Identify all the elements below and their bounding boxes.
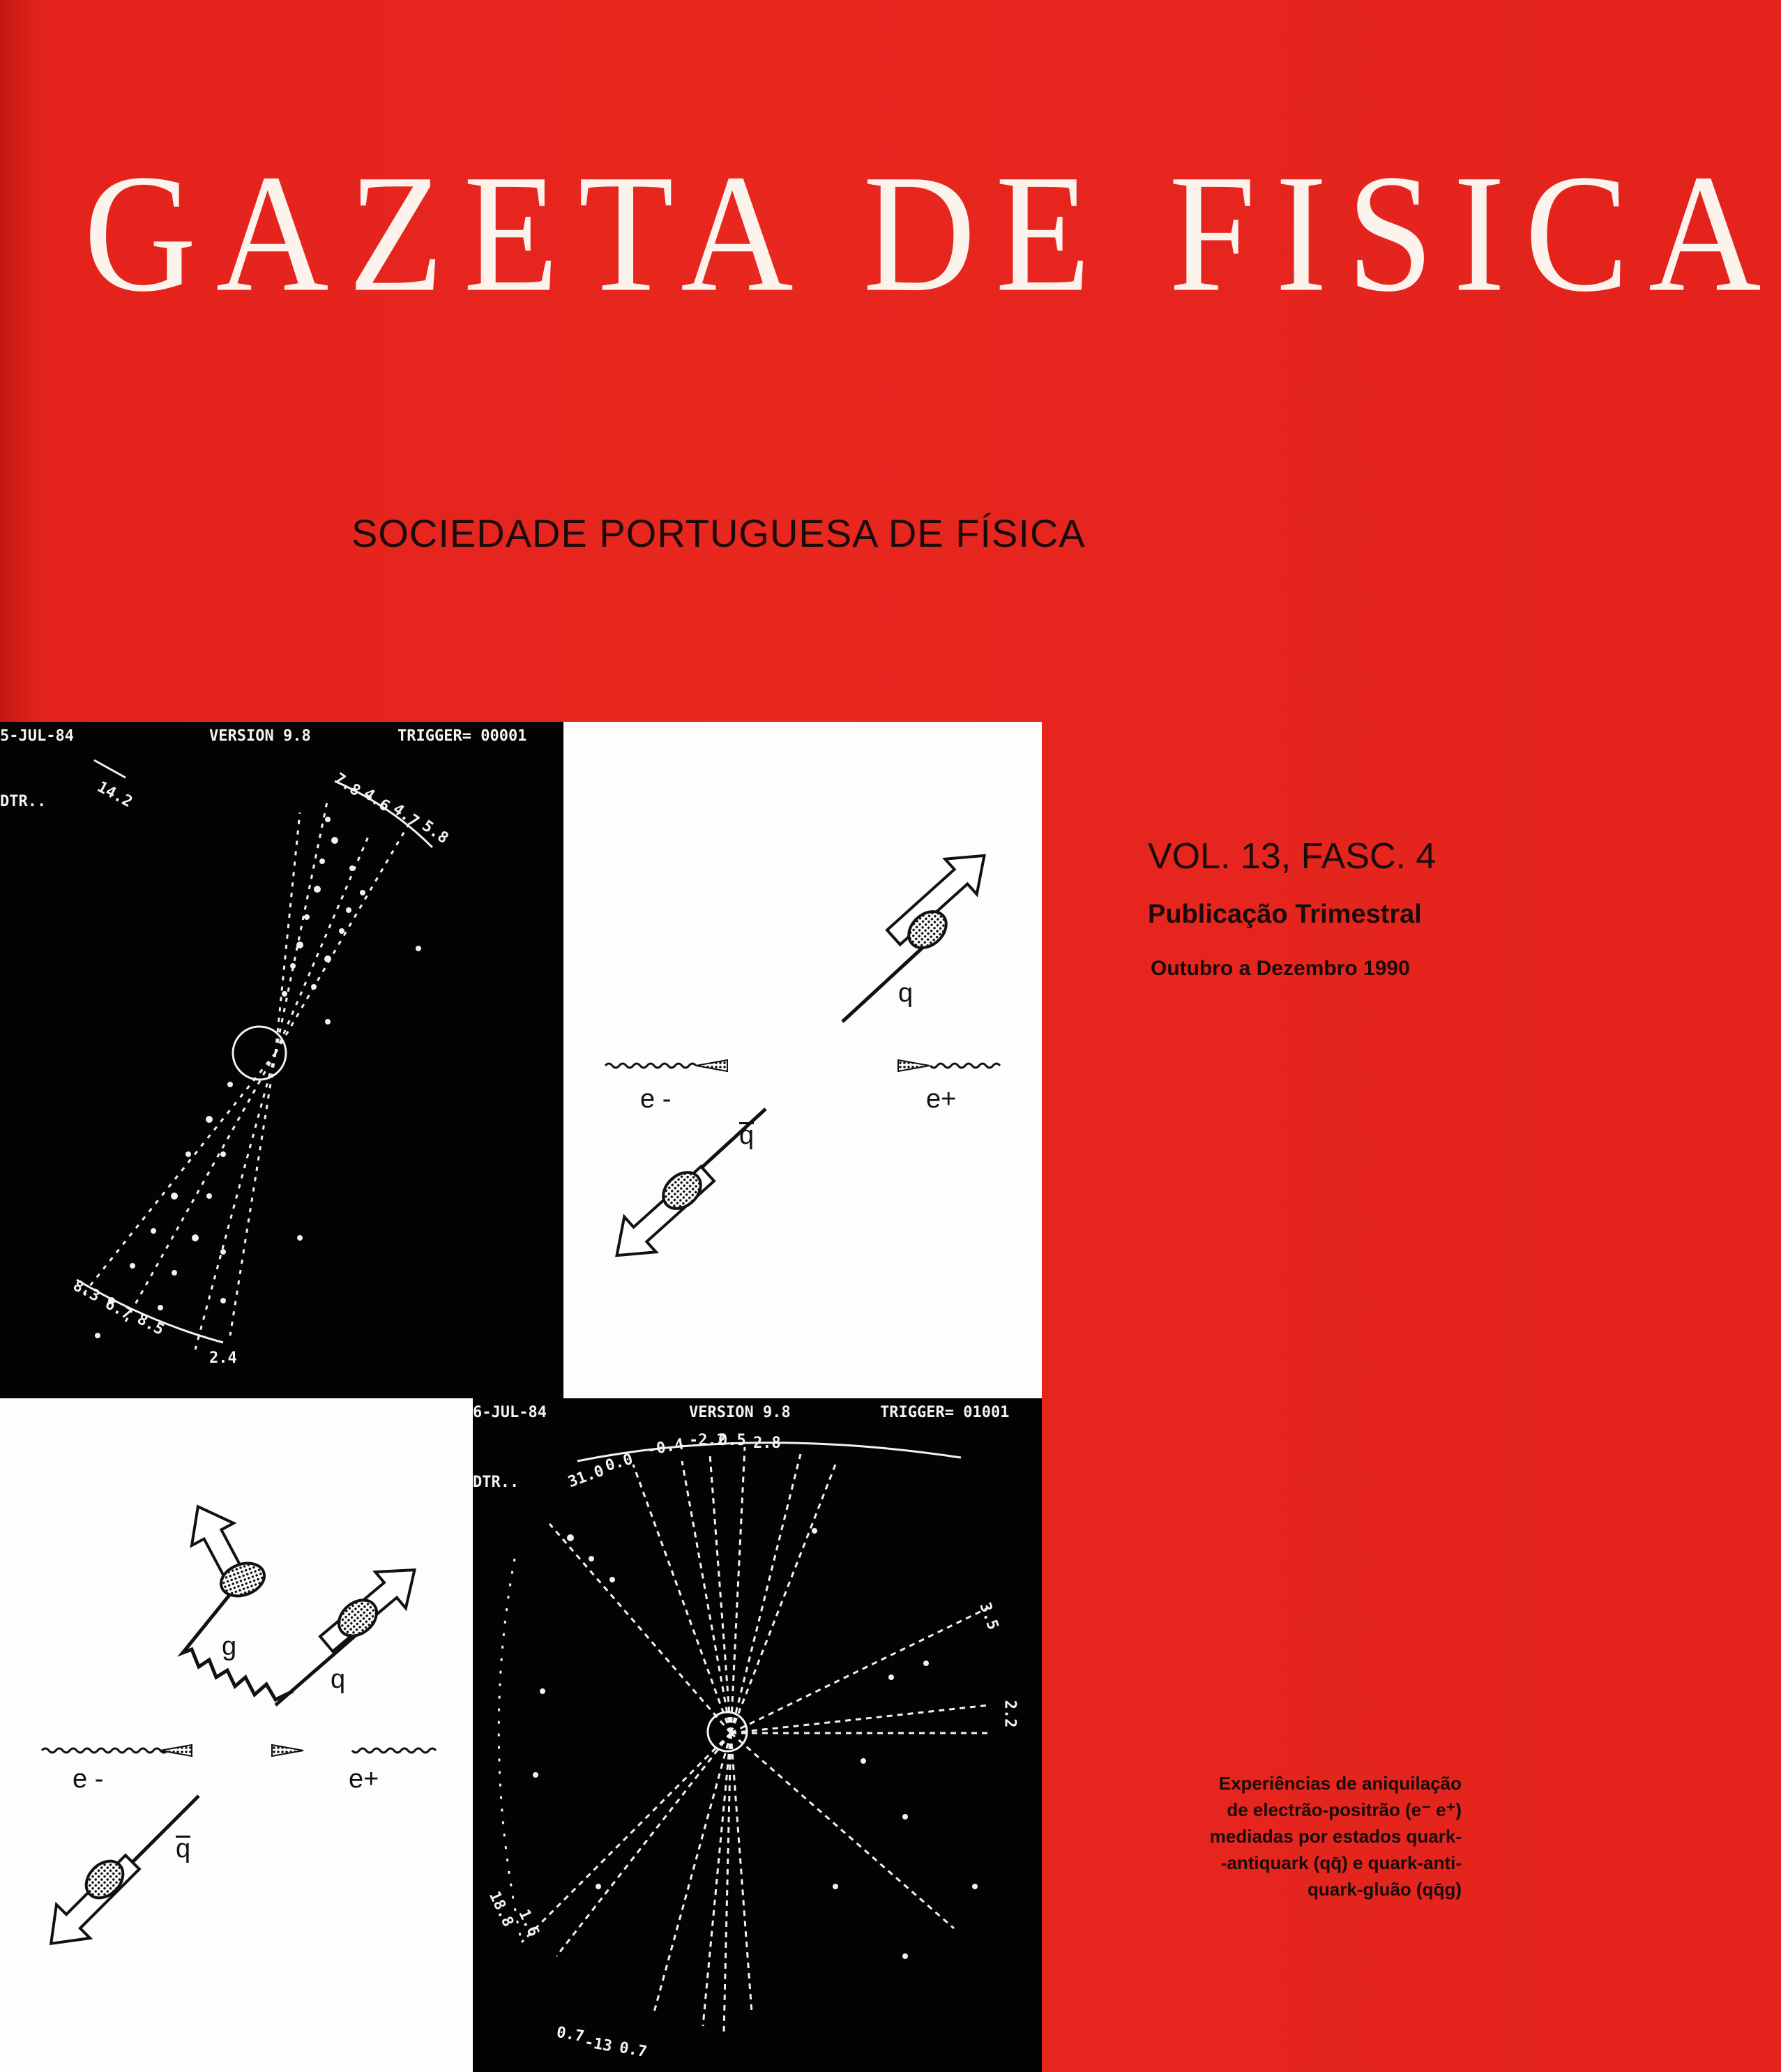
energy-label: 6.7 <box>102 1295 135 1324</box>
gluon-label: g <box>222 1632 237 1661</box>
energy-label: 8.5 <box>134 1310 167 1339</box>
electron-label: e - <box>640 1084 672 1114</box>
event-dtr: DTR.. <box>473 1474 520 1491</box>
energy-label: 2.8 <box>753 1435 781 1452</box>
energy-label: 1.6 <box>515 1907 543 1939</box>
quark-label: q <box>331 1665 346 1694</box>
three-jet-tracks-svg <box>473 1398 1042 2072</box>
electron-head <box>160 1745 192 1756</box>
positron-head <box>272 1745 303 1756</box>
energy-label: 4.7 <box>389 800 423 831</box>
volume-issue: VOL. 13, FASC. 4 <box>1148 836 1437 877</box>
antiquark-arrow <box>601 1156 724 1273</box>
energy-label: 0.5 <box>718 1432 746 1449</box>
electron-head <box>696 1060 727 1071</box>
scale-tick <box>94 760 126 778</box>
energy-label: 2.4 <box>209 1349 237 1367</box>
event-display-three-jet <box>473 1398 1042 2072</box>
energy-label: 14.2 <box>94 778 135 811</box>
calorimeter-arc-left <box>499 1559 522 1942</box>
track-hits <box>95 817 421 1338</box>
diagram-three-jet <box>0 1398 473 2072</box>
positron-label: e+ <box>926 1084 957 1114</box>
positron-wave <box>352 1748 436 1753</box>
electron-wave <box>605 1064 696 1068</box>
cover-caption <box>1134 1770 1462 1903</box>
society-name: SOCIEDADE PORTUGUESA DE FÍSICA <box>351 511 1086 555</box>
positron-label: e+ <box>349 1764 379 1794</box>
caption-line: Experiências de aniquilação <box>1218 1773 1462 1794</box>
event-version: VERSION 9.8 <box>689 1404 791 1421</box>
caption-line: quark-gluão (qq̄g) <box>1308 1879 1462 1900</box>
energy-label: 0.7 <box>618 2039 649 2062</box>
two-jet-diagram-svg <box>563 722 1042 1398</box>
magazine-title: GAZETA DE FISICA <box>84 139 1781 327</box>
energy-label: 8.3 <box>70 1277 103 1306</box>
energy-label: 5.8 <box>418 817 452 848</box>
energy-label: -13 <box>583 2033 614 2056</box>
positron-wave <box>930 1064 1000 1068</box>
energy-label: 2.2 <box>1001 1700 1019 1728</box>
event-trigger: TRIGGER= 01001 <box>880 1404 1010 1421</box>
publication-frequency: Publicação Trimestral <box>1148 900 1422 929</box>
electron-wave <box>42 1748 167 1753</box>
event-date: 6-JUL-84 <box>473 1404 547 1421</box>
quark-line <box>842 938 933 1022</box>
event-date: 5-JUL-84 <box>0 727 74 745</box>
event-version: VERSION 9.8 <box>209 727 311 745</box>
positron-head <box>898 1060 930 1071</box>
event-trigger: TRIGGER= 00001 <box>397 727 527 745</box>
antiquark-arrow <box>34 1845 149 1960</box>
track-lines <box>522 1447 989 2033</box>
antiquark-label: q <box>739 1121 755 1150</box>
energy-label: 4.6 <box>360 785 393 816</box>
caption-line: mediadas por estados quark- <box>1209 1826 1462 1847</box>
track-hits <box>533 1528 978 1959</box>
energy-label: -2.2 <box>689 1432 726 1449</box>
antiquark-label: q <box>176 1834 191 1863</box>
caption-line: -antiquark (qq̄) e quark-anti- <box>1220 1852 1462 1873</box>
event-dtr: DTR.. <box>0 793 47 810</box>
electron-label: e - <box>73 1764 104 1794</box>
energy-label: 3.5 <box>976 1600 1002 1633</box>
energy-label: 7.8 <box>331 769 364 801</box>
caption-line: de electrão-positrão (e⁻ e⁺) <box>1227 1799 1462 1820</box>
energy-label: -0.4 <box>646 1435 685 1460</box>
energy-label: 18.8 <box>485 1889 517 1930</box>
issue-dates: Outubro a Dezembro 1990 <box>1151 957 1410 980</box>
energy-label: 31.0 <box>566 1462 607 1492</box>
event-display-two-jet <box>0 722 563 1398</box>
energy-label: 0.0 <box>603 1451 635 1475</box>
energy-label: 0.7 <box>555 2023 586 2046</box>
three-jet-diagram-svg <box>0 1398 473 2072</box>
quark-label: q <box>898 978 914 1008</box>
diagram-two-jet <box>563 722 1042 1398</box>
